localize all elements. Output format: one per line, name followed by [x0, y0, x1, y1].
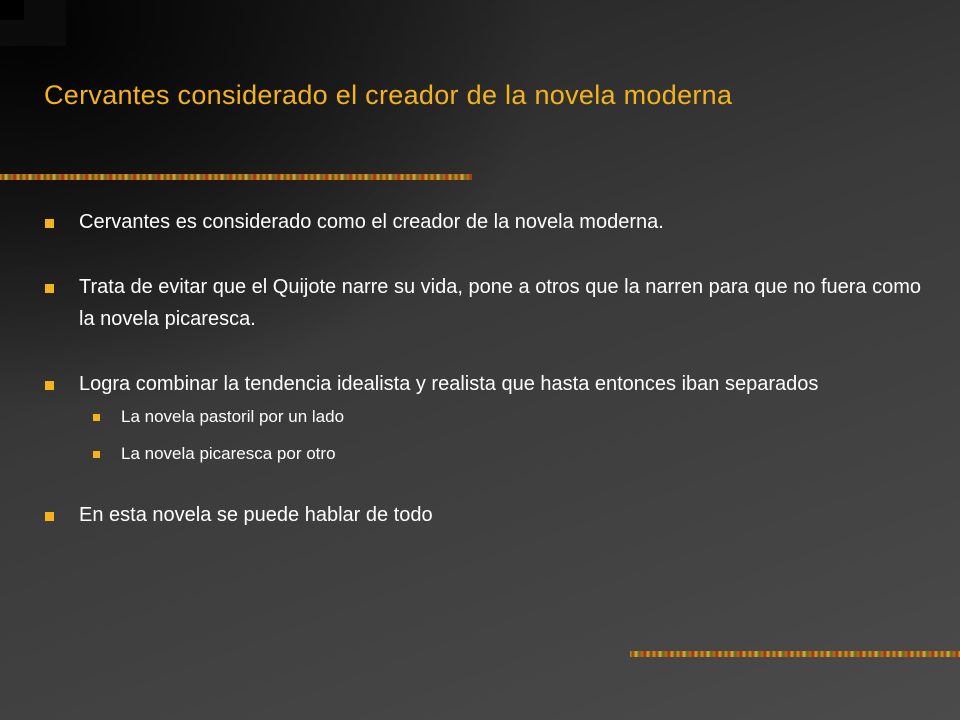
title-divider	[0, 174, 472, 180]
square-bullet-icon	[45, 512, 54, 521]
footer-divider	[630, 651, 960, 657]
square-bullet-icon	[93, 414, 100, 421]
sub-bullet-item	[79, 441, 924, 466]
sub-bullet-item	[79, 404, 924, 429]
bullet-item	[44, 499, 924, 531]
slide-title: Cervantes considerado el creador de la novela moderna	[44, 80, 733, 110]
square-bullet-icon	[45, 219, 54, 228]
bullet-item	[44, 206, 924, 238]
bullet-list	[44, 206, 924, 531]
sub-bullet-text: La novela pastoril por un lado	[121, 407, 345, 426]
square-bullet-icon	[45, 381, 54, 390]
square-bullet-icon	[45, 284, 54, 293]
bullet-item	[44, 368, 924, 466]
bullet-text: Logra combinar la tendencia idealista y realista que hasta entonces iban separados	[79, 373, 819, 395]
bullet-text: Cervantes es considerado como el creador de la novela moderna.	[79, 211, 664, 233]
bullet-item	[44, 271, 924, 335]
corner-decoration-black	[0, 0, 24, 20]
bullet-text: En esta novela se puede hablar de todo	[79, 504, 433, 526]
bullet-text: Trata de evitar que el Quijote narre su vida, pone a otros que la narren para que no fuera como la novela picaresca.	[79, 276, 921, 330]
sub-bullet-list	[79, 404, 924, 466]
square-bullet-icon	[93, 451, 100, 458]
sub-bullet-text: La novela picaresca por otro	[121, 444, 336, 463]
